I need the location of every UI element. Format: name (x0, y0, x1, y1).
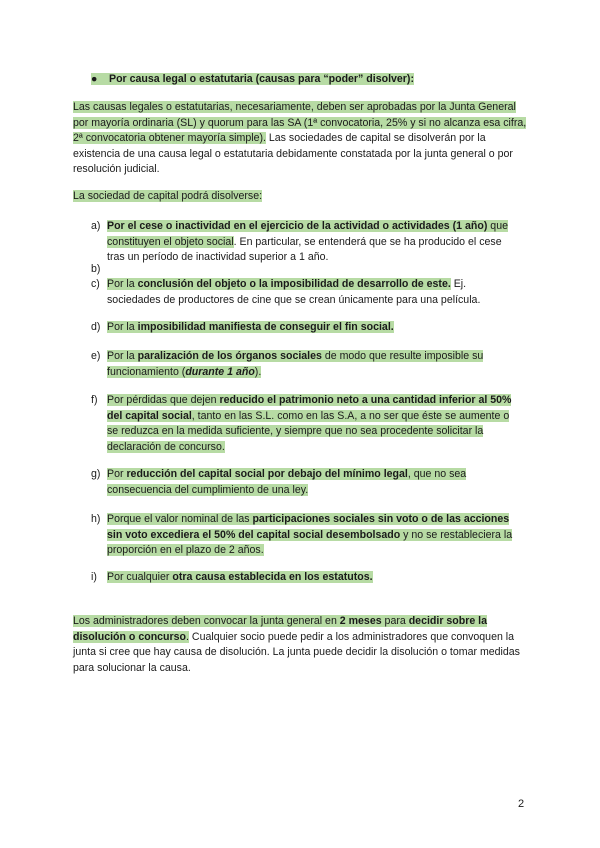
item-text: ). (254, 365, 262, 378)
item-bold-text: conclusión del objeto o la imposibilidad de desarrollo de este. (137, 278, 451, 290)
section-heading (91, 72, 414, 88)
item-text: de modo que resulte imposible su funcionamiento ( (107, 350, 484, 378)
item-label: b) (91, 263, 101, 275)
item-text: Por (107, 468, 127, 480)
item-bold-italic-text: durante 1 año (185, 365, 255, 378)
item-bold-text: imposibilidad manifiesta de conseguir el fin social. (137, 321, 394, 333)
item-text: Por la (107, 321, 138, 333)
item-bold-text: Por el cese o inactividad en el ejercicio de la actividad o actividades (1 año) (107, 220, 488, 232)
item-text: , que no sea consecuencia del cumplimiento de una ley. (107, 468, 467, 496)
item-text: Porque el valor nominal de las (107, 513, 253, 525)
item-label: d) (91, 321, 101, 333)
list-item-g (91, 467, 521, 498)
item-label: g) (91, 468, 101, 480)
item-label: e) (91, 350, 101, 362)
list-item-h (91, 512, 521, 559)
item-bold-text: reducido el patrimonio neto a una cantidad inferior al 50% del capital social (107, 394, 512, 422)
list-lead (73, 189, 533, 205)
item-bold-text: otra causa establecida en los estatutos. (172, 571, 373, 583)
list-item-c (91, 277, 521, 308)
item-text: Por la (107, 278, 138, 290)
intro-highlighted-text: Las causas legales o estatutarias, necesariamente, deben ser aprobadas por la Junta General por mayoría ordinaria (SL) y quorum para las SA (1ª convocatoria, 25% y si no alcanza esa cifra, 2ª convocatoria obtener mayoría simple). (73, 101, 527, 145)
item-label: c) (91, 278, 100, 290)
list-lead-text: La sociedad de capital podrá disolverse: (73, 190, 263, 202)
item-text: Por cualquier (107, 571, 173, 583)
list-item-d (91, 320, 521, 336)
list-item-e (91, 349, 521, 380)
item-label: f) (91, 394, 98, 406)
item-label: h) (91, 513, 101, 525)
intro-paragraph (73, 100, 533, 178)
item-text: y no se restableciera la proporción en el plazo de 2 años. (107, 528, 513, 557)
item-text: que constituyen el objeto social (107, 220, 508, 248)
closing-paragraph (73, 614, 533, 676)
closing-bold-text: 2 meses (339, 615, 382, 627)
item-text: Ej. sociedades de productores de cine que se crean únicamente para una película. (107, 278, 481, 306)
item-text: Por la (107, 350, 138, 362)
item-bold-text: reducción del capital social por debajo del mínimo legal (126, 468, 408, 480)
closing-text: Los administradores deben convocar la junta general en (73, 615, 340, 627)
closing-text: para (381, 615, 409, 627)
item-text: . En particular, se entenderá que se ha producido el cese tras un período de inactividad superior a 1 año. (107, 235, 502, 264)
page-number: 2 (518, 798, 525, 810)
section-heading-text: Por causa legal o estatutaria (causas para “poder” disolver): (109, 73, 414, 85)
item-label: a) (91, 220, 101, 232)
closing-rest-text: Cualquier socio puede pedir a los administradores que convoquen la junta si cree que hay causa de disolución. La junta puede decidir la disolución o tomar medidas para solucionar la causa. (73, 630, 520, 674)
list-item-a (91, 219, 521, 266)
item-bold-text: participaciones sociales sin voto o de las acciones sin voto excediera el 50% del capital social desembolsado (107, 513, 510, 541)
item-bold-text: paralización de los órganos sociales (137, 350, 322, 362)
bullet-icon: ● (91, 73, 98, 85)
item-text: Por pérdidas que dejen (107, 394, 220, 406)
item-text: , tanto en las S.L. como en las S.A, a no ser que éste se aumente o se reduzca en la medida suficiente, y siempre que no sea procedente solicitar la declaración de concurso. (107, 409, 510, 453)
closing-text: . (186, 630, 189, 643)
list-item-f (91, 393, 521, 455)
closing-bold-text: decidir sobre la disolución o concurso (73, 615, 488, 643)
list-item-i (91, 570, 521, 586)
item-label: i) (91, 571, 97, 583)
intro-rest-text: Las sociedades de capital se disolverán por la existencia de una causa legal o estatutaria debidamente constatada por la junta general o por resolución judicial. (73, 132, 513, 176)
